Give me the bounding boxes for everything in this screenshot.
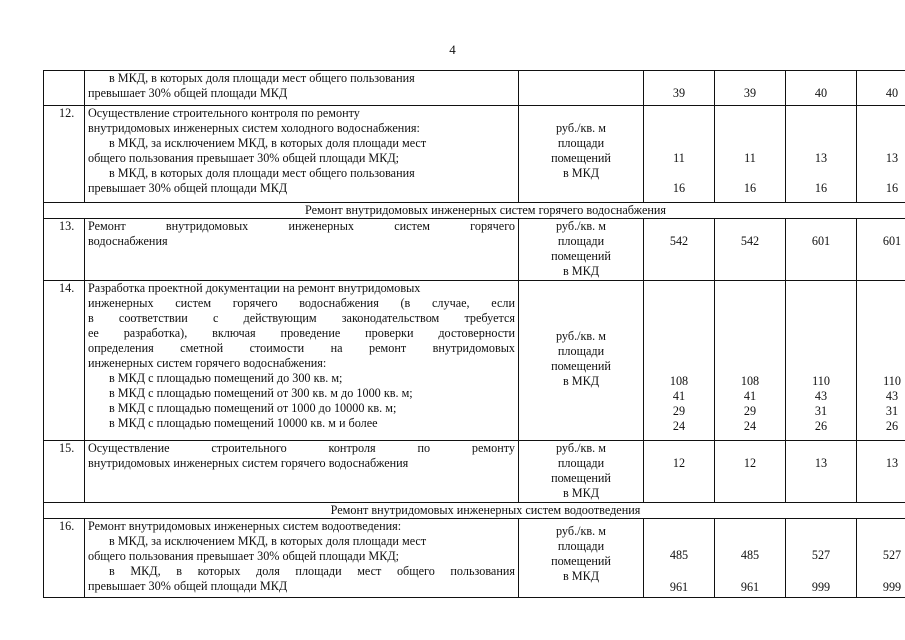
table-row <box>44 519 905 598</box>
value-cell: 13 <box>857 441 905 503</box>
value-cell: 13 16 <box>857 106 905 203</box>
value-cell: 108 41 29 24 <box>644 281 715 441</box>
row-description: Ремонт внутридомовых инженерных систем водоотведения: в МКД, за исключением МКД, в которых доля площади мест общего пользования превышает 30% общей площади МКД; в МКД, в которых доля площади мест общего пользования превышает 30% общей площади МКД <box>85 519 519 598</box>
value-cell: 11 16 <box>644 106 715 203</box>
row-description: Осуществление строительного контроля по ремонту внутридомовых инженерных систем холодного водоснабжения: в МКД, за исключением МКД, в которых доля площади мест общего пользования превышает 30% общей площади МКД; в МКД, в которых доля площади мест общего пользования превышает 30% общей площади МКД <box>85 106 519 203</box>
value-cell: 13 16 <box>786 106 857 203</box>
row-number: 15. <box>44 441 85 503</box>
row-description: Разработка проектной документации на ремонт внутридомовых инженерных систем горячего водоснабжения (в случае, если в соответствии с действующим законодательством требуется ее разработка), включая проведение проверки достоверности определения сметной стоимости на ремонт внутридомовых инженерных систем горячего водоснабжения: в МКД с площадью помещений до 300 кв. м; в МКД с площадью помещений от 300 кв. м до 1000 кв. м; в МКД с площадью помещений от 1000 до 10000 кв. м; в МКД с площадью помещений 10000 кв. м и более <box>85 281 519 441</box>
table-row <box>44 441 905 503</box>
value-cell: 542 <box>715 219 786 281</box>
section-title: Ремонт внутридомовых инженерных систем горячего водоснабжения <box>44 203 905 219</box>
row-number: 16. <box>44 519 85 598</box>
table-row <box>44 281 905 441</box>
row-unit: руб./кв. м площади помещений в МКД <box>519 441 644 503</box>
tariff-table <box>43 70 905 598</box>
row-unit: руб./кв. м площади помещений в МКД <box>519 519 644 598</box>
row-number <box>44 71 85 106</box>
value-cell: 601 <box>857 219 905 281</box>
value-cell: 542 <box>644 219 715 281</box>
table-row <box>44 219 905 281</box>
value-cell: 485 961 <box>644 519 715 598</box>
table-row <box>44 71 905 106</box>
section-title: Ремонт внутридомовых инженерных систем водоотведения <box>44 503 905 519</box>
value-cell: 601 <box>786 219 857 281</box>
section-row <box>44 203 905 219</box>
value-cell: 527 999 <box>786 519 857 598</box>
row-unit <box>519 71 644 106</box>
page-number: 4 <box>449 42 456 57</box>
value-cell: 110 43 31 26 <box>857 281 905 441</box>
row-number: 13. <box>44 219 85 281</box>
value-cell: 110 43 31 26 <box>786 281 857 441</box>
row-description: в МКД, в которых доля площади мест общего пользования превышает 30% общей площади МКД <box>85 71 519 106</box>
value-cell: 108 41 29 24 <box>715 281 786 441</box>
row-number: 12. <box>44 106 85 203</box>
value-cell: 39 <box>644 71 715 106</box>
value-cell: 40 <box>857 71 905 106</box>
value-cell: 485 961 <box>715 519 786 598</box>
value-cell: 12 <box>644 441 715 503</box>
value-cell: 12 <box>715 441 786 503</box>
value-cell: 527 999 <box>857 519 905 598</box>
value-cell: 39 <box>715 71 786 106</box>
row-unit: руб./кв. м площади помещений в МКД <box>519 281 644 441</box>
row-unit: руб./кв. м площади помещений в МКД <box>519 219 644 281</box>
row-description: Ремонт внутридомовых инженерных систем горячего водоснабжения <box>85 219 519 281</box>
row-unit: руб./кв. м площади помещений в МКД <box>519 106 644 203</box>
value-cell: 40 <box>786 71 857 106</box>
row-number: 14. <box>44 281 85 441</box>
value-cell: 11 16 <box>715 106 786 203</box>
value-cell: 13 <box>786 441 857 503</box>
section-row <box>44 503 905 519</box>
row-description: Осуществление строительного контроля по ремонту внутридомовых инженерных систем горячего водоснабжения <box>85 441 519 503</box>
table-row <box>44 106 905 203</box>
